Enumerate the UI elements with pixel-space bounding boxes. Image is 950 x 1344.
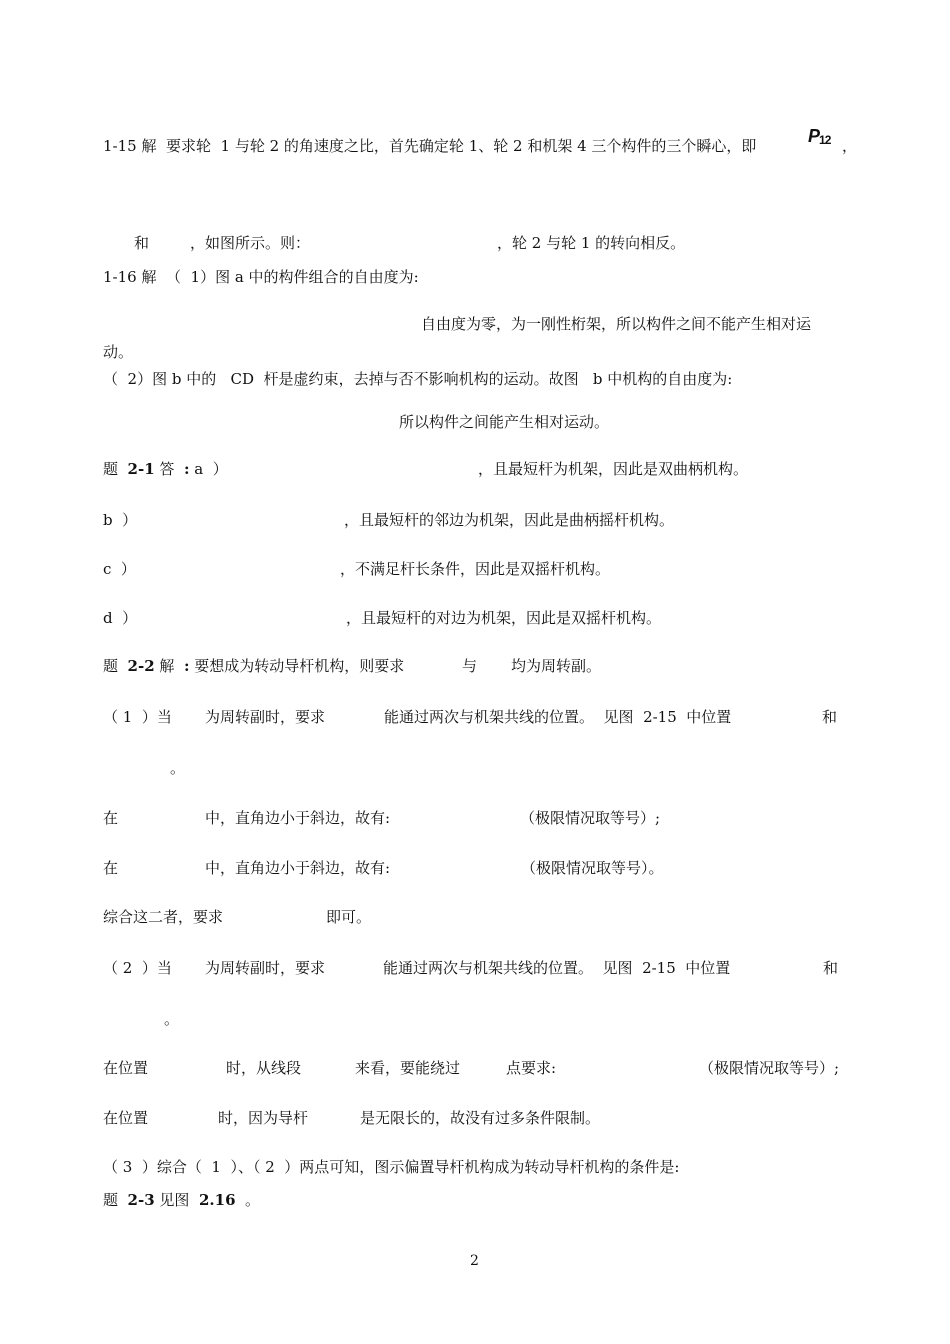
q23-line — [103, 1191, 260, 1209]
q22-pos-c: 点要求: — [506, 1059, 557, 1077]
q21-b-tail: ，且最短杆的邻边为机架，因此是曲柄摇杆机构。 — [344, 511, 675, 529]
q22-sum-b: 即可。 — [326, 908, 372, 926]
q23-number: 2-3 — [127, 1191, 155, 1209]
q21-a: a ） — [189, 460, 228, 478]
s116-line4: （ 2）图 b 中的 CD 杆是虚约束，去掉与否不影响机构的运动。故图 b 中机构的自由度为: — [103, 370, 733, 388]
q22-sum: 综合这二者，要求 — [103, 908, 224, 926]
q22-pos2: 时，因为导杆 — [218, 1109, 309, 1127]
q22-p1-he: 和 — [822, 708, 838, 726]
q21-number: 2-1 — [127, 460, 155, 478]
q22-zai-1: 在 — [103, 809, 119, 827]
p12-sub: 12 — [819, 133, 831, 147]
q22-pos-b: 来看，要能绕过 — [355, 1059, 461, 1077]
q21-d-tail: ，且最短杆的对边为机架，因此是双摇杆机构。 — [346, 609, 662, 627]
p12-symbol — [808, 127, 830, 149]
q22-heading — [103, 657, 404, 675]
q22-z1b: （极限情况取等号）; — [520, 809, 661, 827]
q22-colon: : — [183, 657, 190, 675]
s116-line5: 所以构件之间能产生相对运动。 — [399, 413, 610, 431]
q22-p1: （ 1 ）当 — [103, 708, 172, 726]
q22-p2c: 能通过两次与机架共线的位置。 见图 2-15 中位置 — [383, 959, 731, 977]
s115-line2b: ，轮 2 与轮 1 的转向相反。 — [497, 234, 686, 252]
q22-p2-he: 和 — [823, 959, 839, 977]
q22-z2: 中，直角边小于斜边，故有: — [205, 859, 391, 877]
q21-mid: 答 — [154, 460, 184, 478]
q22-p2b: 为周转副时，要求 — [205, 959, 326, 977]
s115-comma: ， — [842, 137, 858, 155]
q22-z2b: （极限情况取等号）。 — [521, 859, 664, 877]
q22-p2-dot: 。 — [164, 1010, 180, 1028]
s115-line1: 1-15 解 要求轮 1 与轮 2 的角速度之比，首先确定轮 1、轮 2 和机架 4 三个构件的三个瞬心，即 — [103, 137, 757, 155]
q22-p1c: 能通过两次与机架共线的位置。 见图 2-15 中位置 — [384, 708, 732, 726]
s116-line3: 动。 — [103, 343, 134, 361]
q23-ti: 题 — [103, 1191, 128, 1209]
q21-a-tail: ，且最短杆为机架，因此是双曲柄机构。 — [478, 460, 749, 478]
q23-mid: 见图 — [154, 1191, 199, 1209]
q21-ti: 题 — [103, 460, 128, 478]
q22-zai-2: 在 — [103, 859, 119, 877]
s115-line2a: ，如图所示。则： — [190, 234, 311, 252]
page-number: 2 — [470, 1253, 479, 1269]
q22-pos: 在位置 — [103, 1059, 149, 1077]
q21-c-tail: ，不满足杆长条件，因此是双摇杆机构。 — [340, 560, 611, 578]
s116-line1: 1-16 解 （ 1）图 a 中的构件组合的自由度为: — [103, 268, 419, 286]
q22-mid: 解 — [154, 657, 184, 675]
q21-heading — [103, 460, 228, 478]
q23-figure: 2.16 — [198, 1191, 236, 1209]
q21-c: c ） — [103, 560, 136, 578]
q22-pos-a: 时，从线段 — [226, 1059, 302, 1077]
q22-pos-d: （极限情况取等号）; — [699, 1059, 840, 1077]
q22-p2: （ 2 ）当 — [103, 959, 172, 977]
q23-end: 。 — [235, 1191, 261, 1209]
q21-colon: : — [183, 460, 190, 478]
q22-pos2-b: 是无限长的，故没有过多条件限制。 — [360, 1109, 601, 1127]
q22-p3: （ 3 ）综合（ 1 ）、（ 2 ）两点可知，图示偏置导杆机构成为转动导杆机构的条件是: — [103, 1158, 680, 1176]
q21-d: d ） — [103, 609, 138, 627]
q22-z1: 中，直角边小于斜边，故有: — [205, 809, 391, 827]
p12-p: P — [808, 126, 820, 146]
q22-number: 2-2 — [127, 657, 155, 675]
q22-yu: 与 — [462, 657, 478, 675]
q22-p1-dot: 。 — [170, 759, 186, 777]
q22-a: 要想成为转动导杆机构，则要求 — [189, 657, 405, 675]
q22-ti: 题 — [103, 657, 128, 675]
q21-b: b ） — [103, 511, 138, 529]
q22-pos2-label: 在位置 — [103, 1109, 149, 1127]
q22-p1b: 为周转副时，要求 — [205, 708, 326, 726]
q22-b: 均为周转副。 — [511, 657, 602, 675]
s116-line2: 自由度为零，为一刚性桁架，所以构件之间不能产生相对运 — [421, 315, 812, 333]
s115-he: 和 — [134, 234, 150, 252]
